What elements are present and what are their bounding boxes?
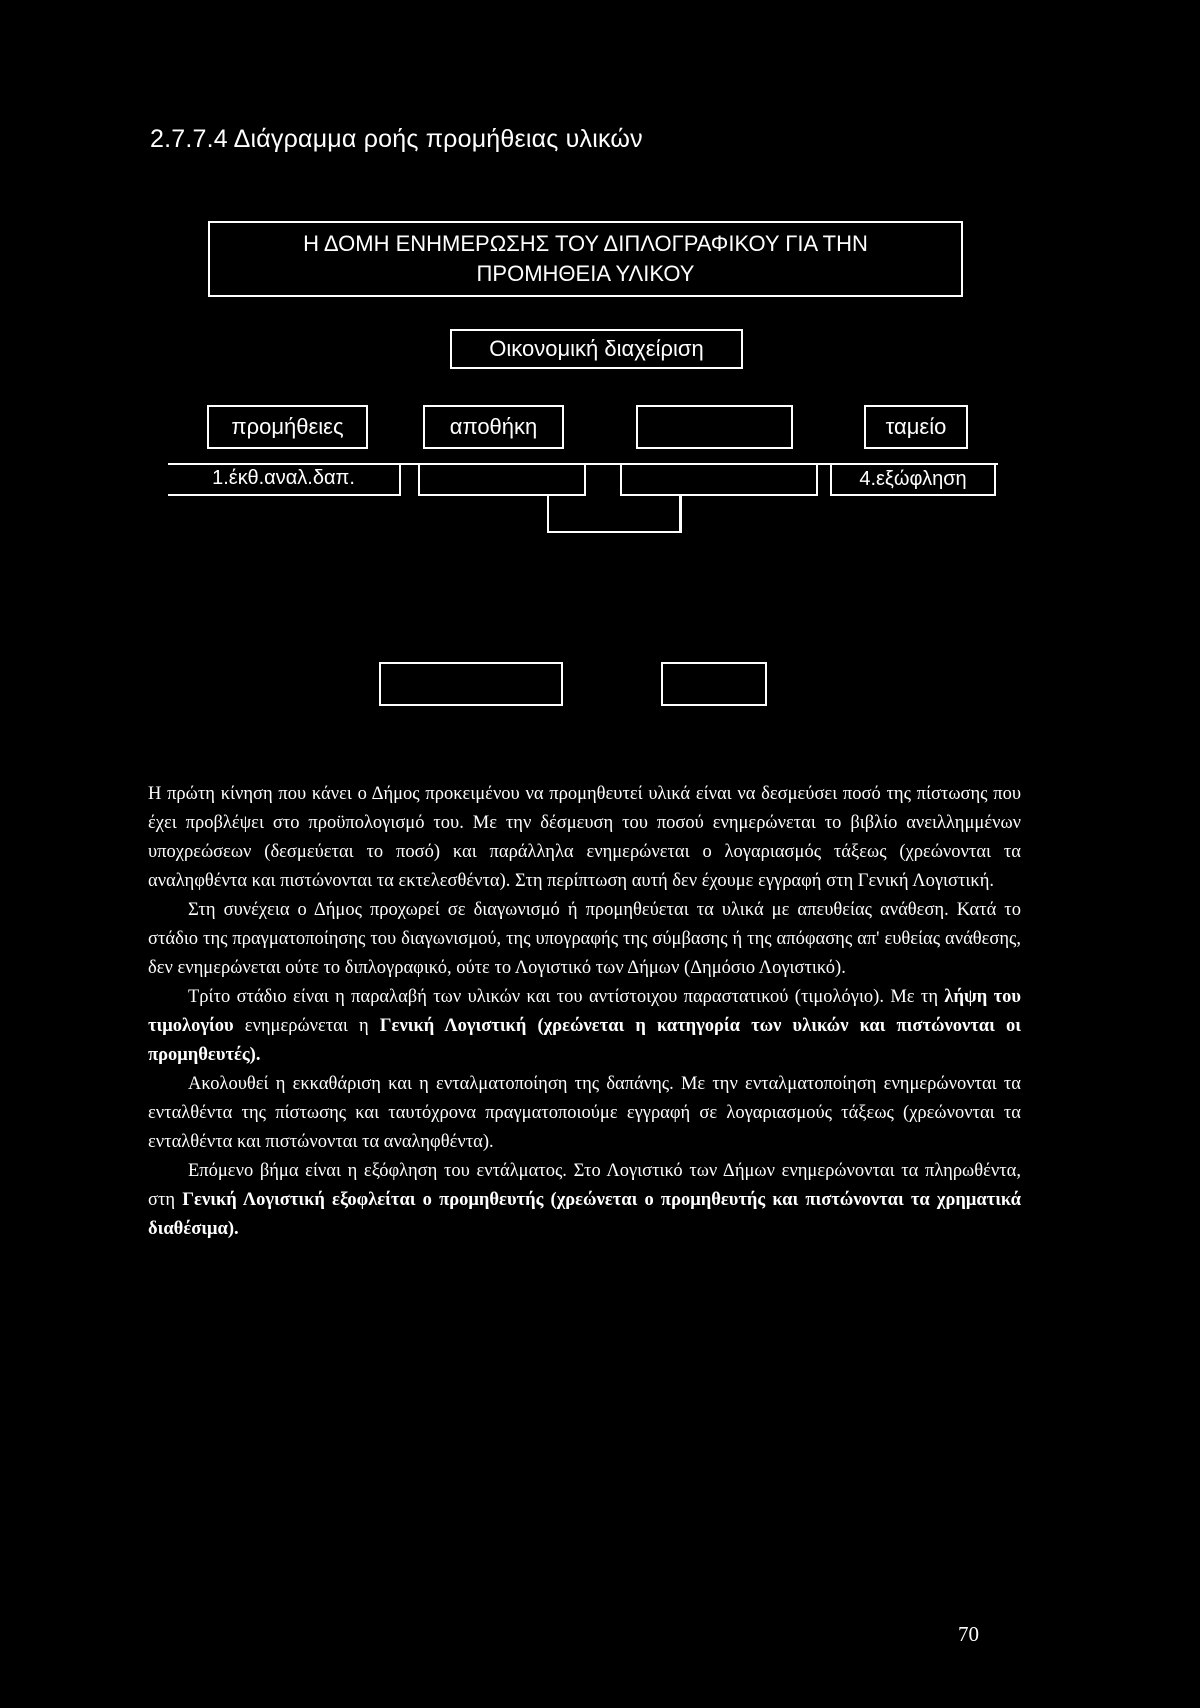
paragraph-4: Ακολουθεί η εκκαθάριση και η ενταλματοποίηση της δαπάνης. Με την ενταλματοποίηση ενημερώνονται τα ενταλθέντα της πίστωσης και ταυτόχρονα πραγματοποιούμε εγγραφή σε λογαριασμούς τάξεως (χρεώνονται τα ενταλθέντα και πιστώνονται τα αναληφθέντα). [148, 1074, 1021, 1152]
diagram-title-line2: ΠΡΟΜΗΘΕΙΑ ΥΛΙΚΟΥ [476, 261, 695, 286]
paragraph-1: Η πρώτη κίνηση που κάνει ο Δήμος προκειμένου να προμηθευτεί υλικά είναι να δεσμεύσει ποσό της πίστωσης που έχει προβλέψει στο προϋπολογισμό του. Με την δέσμευση του ποσού ενημερώνεται το βιβλίο ανειλλημμένων υποχρεώσεων (δεσμεύεται το ποσό) και παράλληλα ενημερώνεται ο λογαριασμός τάξεως (χρεώνονται τα αναληφθέντα και πιστώνονται τα εκτελεσθέντα). Στη περίπτωση αυτή δεν έχουμε εγγραφή στη Γενική Λογιστική. [148, 784, 1021, 891]
financial-management-box: Οικονομική διαχείριση [450, 329, 743, 369]
page-number: 70 [958, 1622, 979, 1646]
paragraph-3-bold-1: λήψη του τιμολογίου [148, 987, 1021, 1036]
paragraph-3-bold-2: Γενική Λογιστική (χρεώνεται η κατηγορία των υλικών και πιστώνονται οι προμηθευτές). [148, 1016, 1021, 1065]
paragraph-5 [148, 1157, 1021, 1244]
diagram-title-box [208, 221, 963, 297]
paragraph-3-start: Τρίτο στάδιο είναι η παραλαβή των υλικών και του αντίστοιχου παραστατικού (τιμολόγιο). Με τη [188, 987, 945, 1007]
paragraph-5-bold: Γενική Λογιστική εξοφλείται ο προμηθευτής (χρεώνεται ο προμηθευτής και πιστώνονται τα χρηματικά διαθέσιμα). [148, 1190, 1021, 1239]
warehouse-box: αποθήκη [423, 405, 564, 449]
paragraph-3 [148, 983, 1021, 1070]
paragraph-5-start: Επόμενο βήμα είναι η εξόφληση του εντάλματος. Στο Λογιστικό των Δήμων ενημερώνονται τα πληρωθέντα, στη [148, 1161, 1021, 1210]
stage2-box [418, 463, 586, 496]
cashier-box: ταμείο [864, 405, 968, 449]
stage3-box [620, 463, 818, 496]
procurement-box: προμήθειες [207, 405, 368, 449]
empty-box-lower-left [379, 662, 563, 706]
diagram-title-line1: Η ΔΟΜΗ ΕΝΗΜΕΡΩΣΗΣ ΤΟΥ ΔΙΠΛΟΓΡΑΦΙΚΟΥ ΓΙΑ ΤΗΝ [303, 231, 868, 256]
connector-bracket [547, 496, 681, 533]
paragraph-2: Στη συνέχεια ο Δήμος προχωρεί σε διαγωνισμό ή προμηθεύεται τα υλικά με απευθείας ανάθεση. Κατά το στάδιο της πραγματοποίησης του διαγωνισμού, της υπογραφής της σύμβασης ή της απόφασης απ' ευθείας ανάθεσης, δεν ενημερώνεται ούτε το διπλογραφικό, ούτε το Λογιστικό των Δήμων (Δημόσιο Λογιστικό). [148, 900, 1021, 978]
body-text [148, 780, 1021, 1244]
section-heading: 2.7.7.4 Διάγραμμα ροής προμήθειας υλικών [150, 125, 643, 153]
stage1-box: 1.έκθ.αναλ.δαπ. [168, 463, 401, 496]
paragraph-3-mid: ενημερώνεται η [233, 1016, 380, 1036]
empty-box-lower-right [661, 662, 767, 706]
connector-tick [680, 496, 682, 533]
empty-box [636, 405, 793, 449]
stage4-box: 4.εξώφληση [830, 463, 996, 496]
